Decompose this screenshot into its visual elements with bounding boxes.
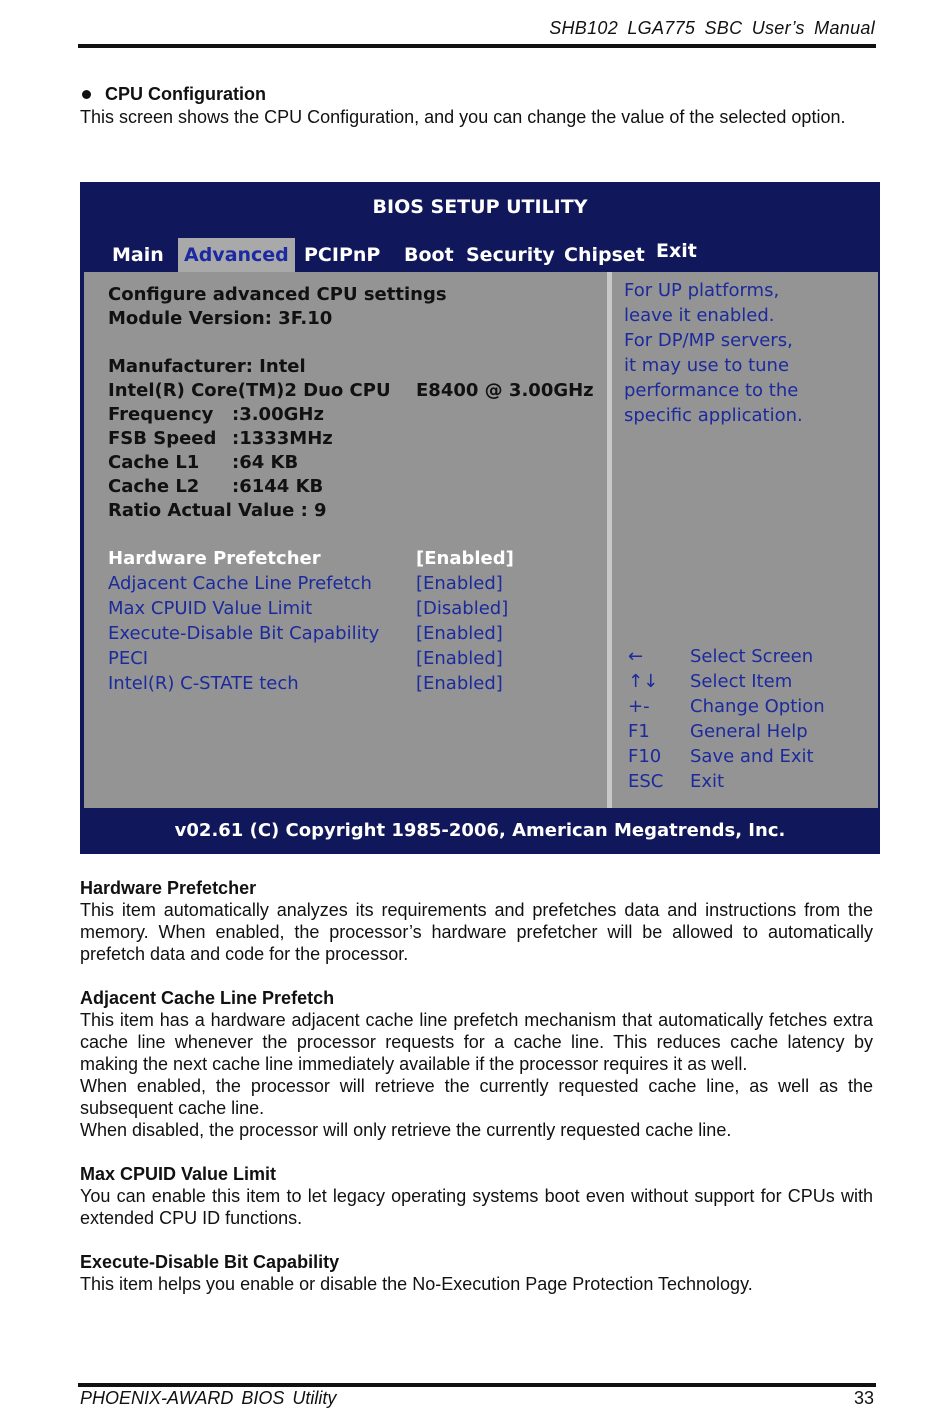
bios-option-hardware-prefetcher[interactable]: Hardware Prefetcher [Enabled]: [108, 548, 514, 569]
bios-ratio: Ratio Actual Value : 9: [108, 500, 327, 521]
help-line: specific application.: [624, 405, 803, 426]
key-select-item: ↑↓ Select Item: [628, 671, 793, 692]
bios-copyright: v02.61 (C) Copyright 1985-2006, American Megatrends, Inc.: [174, 820, 786, 841]
left-arrow-icon: ←: [628, 646, 644, 667]
bios-module-version: Module Version: 3F.10: [108, 308, 333, 329]
desc-adjacent-cache-enabled: When enabled, the processor will retrieve the currently requested cache line, as well as the subsequent cache line.: [80, 1076, 873, 1118]
bios-option-peci[interactable]: PECI [Enabled]: [108, 648, 503, 669]
help-line: performance to the: [624, 380, 799, 401]
bios-option-cstate[interactable]: Intel(R) C-STATE tech [Enabled]: [108, 673, 503, 694]
desc-max-cpuid: Max CPUID Value Limit You can enable this item to let legacy operating systems boot even without support for CPUs with extended CPU ID functions.: [80, 1164, 873, 1228]
bios-info-row: Cache L2 :6144 KB: [108, 476, 324, 497]
bios-manufacturer: Manufacturer: Intel: [108, 356, 306, 377]
bullet-icon: [82, 90, 91, 99]
bios-tab-exit[interactable]: Exit: [656, 240, 697, 262]
bios-info-row: Frequency :3.00GHz: [108, 404, 324, 425]
section-intro: This screen shows the CPU Configuration, and you can change the value of the selected option.: [80, 107, 846, 127]
footer-rule: [78, 1383, 876, 1387]
bios-option-max-cpuid[interactable]: Max CPUID Value Limit [Disabled]: [108, 598, 509, 619]
key-save-exit: F10 Save and Exit: [628, 746, 814, 767]
bios-tab-bar: [80, 238, 880, 274]
bios-option-adjacent-cache[interactable]: Adjacent Cache Line Prefetch [Enabled]: [108, 573, 503, 594]
bios-cpu-row: Intel(R) Core(TM)2 Duo CPU E8400 @ 3.00GHz: [108, 380, 594, 401]
help-line: For UP platforms,: [624, 280, 780, 301]
desc-hardware-prefetcher: Hardware Prefetcher This item automatically analyzes its requirements and prefetches data and instructions from the memory. When enabled, the processor’s hardware prefetcher will be allowed to automatically prefetch data and code for the processor.: [80, 878, 873, 964]
page-footer-title: PHOENIX-AWARD BIOS Utility: [80, 1388, 337, 1408]
header-rule: [78, 44, 876, 48]
bios-tab-boot[interactable]: Boot: [404, 244, 454, 266]
key-general-help: F1 General Help: [628, 721, 808, 742]
key-exit: ESC Exit: [628, 771, 725, 792]
desc-execute-disable: Execute-Disable Bit Capability This item helps you enable or disable the No-Execution Page Protection Technology.: [80, 1252, 753, 1294]
page-header: SHB102 LGA775 SBC User’s Manual: [549, 18, 875, 38]
desc-adjacent-cache: Adjacent Cache Line Prefetch This item has a hardware adjacent cache line prefetch mechanism that automatically fetches extra cache line whenever the processor requests for a cache line. This reduces cache latency by making the next cache line immediately available if the processor requires it as well.: [80, 988, 873, 1074]
bios-tab-security[interactable]: Security: [466, 244, 555, 266]
help-line: leave it enabled.: [624, 305, 775, 326]
bios-settings-panel: [84, 272, 610, 808]
up-down-arrow-icon: ↑↓: [628, 671, 659, 692]
bios-info-row: Cache L1 :64 KB: [108, 452, 299, 473]
bios-tab-main[interactable]: Main: [112, 244, 164, 266]
bios-option-execute-disable[interactable]: Execute-Disable Bit Capability [Enabled]: [108, 623, 503, 644]
bios-info-row: FSB Speed :1333MHz: [108, 428, 333, 449]
bios-title: BIOS SETUP UTILITY: [372, 196, 588, 218]
page-number: 33: [853, 1388, 874, 1408]
desc-adjacent-cache-disabled: When disabled, the processor will only retrieve the currently requested cache line.: [80, 1120, 732, 1140]
help-line: For DP/MP servers,: [624, 330, 793, 351]
bios-tab-pcipnp[interactable]: PCIPnP: [304, 244, 381, 266]
help-line: it may use to tune: [624, 355, 790, 376]
bios-help-panel: [610, 272, 878, 808]
bios-tab-chipset[interactable]: Chipset: [564, 244, 645, 266]
key-select-screen: ← Select Screen: [628, 646, 814, 667]
section-title: CPU Configuration: [80, 84, 266, 105]
bios-screenshot: [80, 182, 880, 854]
key-change-option: +- Change Option: [628, 696, 825, 717]
bios-tab-advanced[interactable]: Advanced: [178, 238, 295, 272]
bios-heading: Configure advanced CPU settings: [108, 284, 447, 305]
